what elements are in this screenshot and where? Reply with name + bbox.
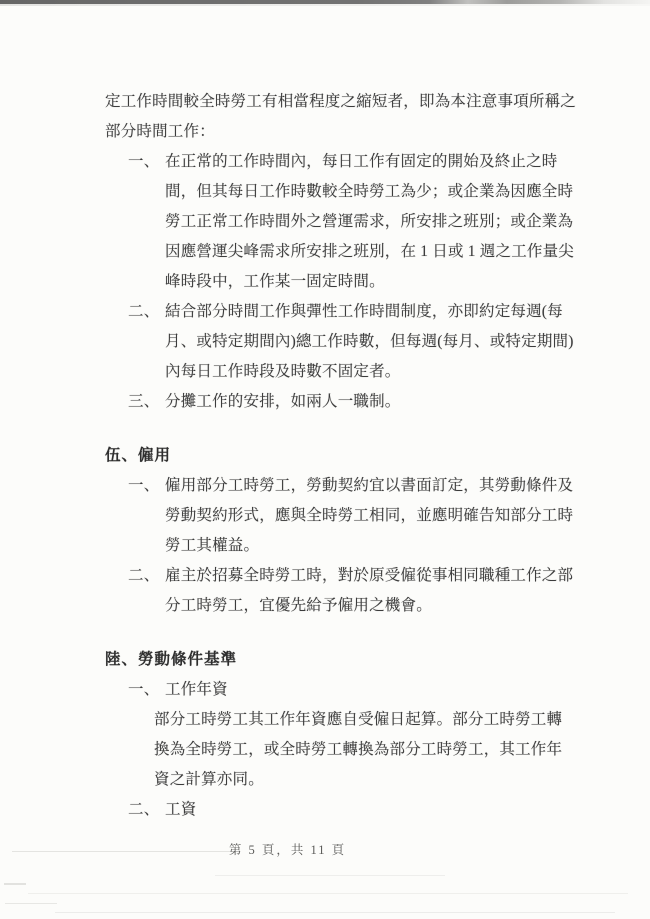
list-item-line: 分工時勞工，宜優先給予僱用之機會。 [165, 597, 432, 614]
section-5-employment [105, 441, 605, 621]
section-heading: 伍、僱用 [105, 447, 172, 464]
list-item-line [105, 675, 605, 705]
list-item-line: 峰時段中，工作某一固定時間。 [165, 273, 385, 290]
list-item-marker: 一、 [128, 681, 160, 698]
intro-line: 部分時間工作： [105, 123, 215, 140]
list-item-line: 勞工其權益。 [165, 537, 260, 554]
list-item-line [105, 147, 605, 177]
list-item-marker: 二、 [128, 801, 160, 818]
body-line: 資之計算亦同。 [154, 771, 264, 788]
scan-artifact-mark [4, 883, 26, 885]
list-item-line: 勞動契約形式，應與全時勞工相同，並應明確告知部分工時 [165, 507, 574, 524]
list-item-text: 僱用部分工時勞工，勞動契約宜以書面訂定，其勞動條件及 [165, 477, 574, 494]
scan-artifact-line [55, 912, 615, 913]
list-item-marker: 一、 [128, 477, 160, 494]
list-item-line [105, 795, 605, 825]
list-item-title: 工作年資 [165, 681, 228, 698]
list-item-text: 分攤工作的安排，如兩人一職制。 [165, 393, 401, 410]
list-item-line [105, 387, 605, 417]
scan-edge-artifact-top-light [0, 4, 650, 6]
list-item-title: 工資 [165, 801, 197, 818]
list-item-marker: 二、 [128, 303, 160, 320]
list-item-line [105, 561, 605, 591]
list-item-line: 內每日工作時段及時數不固定者。 [165, 363, 401, 380]
section-6-labor-standards [105, 645, 605, 825]
intro-line: 定工作時間較全時勞工有相當程度之縮短者，即為本注意事項所稱之 [105, 93, 577, 110]
page-number-footer: 第 5 頁，共 11 頁 [228, 843, 347, 857]
list-item-line: 因應營運尖峰需求所安排之班別，在 1 日或 1 週之工作量尖 [165, 243, 575, 260]
list-item-line [105, 297, 605, 327]
definition-section [105, 87, 605, 417]
scan-artifact-line [215, 875, 445, 876]
list-item-line: 勞工正常工作時間外之營運需求，所安排之班別；或企業為 [165, 213, 574, 230]
body-line: 換為全時勞工，或全時勞工轉換為部分工時勞工，其工作年 [154, 741, 563, 758]
list-item-line: 月、或特定期間內)總工作時數，但每週(每月、或特定期間) [165, 333, 574, 350]
list-item-text: 在正常的工作時間內，每日工作有固定的開始及終止之時 [165, 153, 558, 170]
list-item-text: 結合部分時間工作與彈性工作時間制度，亦即約定每週(每 [165, 303, 563, 320]
body-line: 部分工時勞工其工作年資應自受僱日起算。部分工時勞工轉 [154, 711, 563, 728]
scan-artifact-line [5, 903, 57, 904]
list-item-marker: 二、 [128, 567, 160, 584]
section-heading: 陸、勞動條件基準 [105, 651, 238, 668]
list-item-marker: 一、 [128, 153, 160, 170]
list-item-line: 間，但其每日工作時數較全時勞工為少；或企業為因應全時 [165, 183, 574, 200]
list-item-marker: 三、 [128, 393, 160, 410]
list-item-line [105, 471, 605, 501]
list-item-text: 雇主於招募全時勞工時，對於原受僱從事相同職種工作之部 [165, 567, 574, 584]
scan-artifact-line [28, 893, 628, 894]
